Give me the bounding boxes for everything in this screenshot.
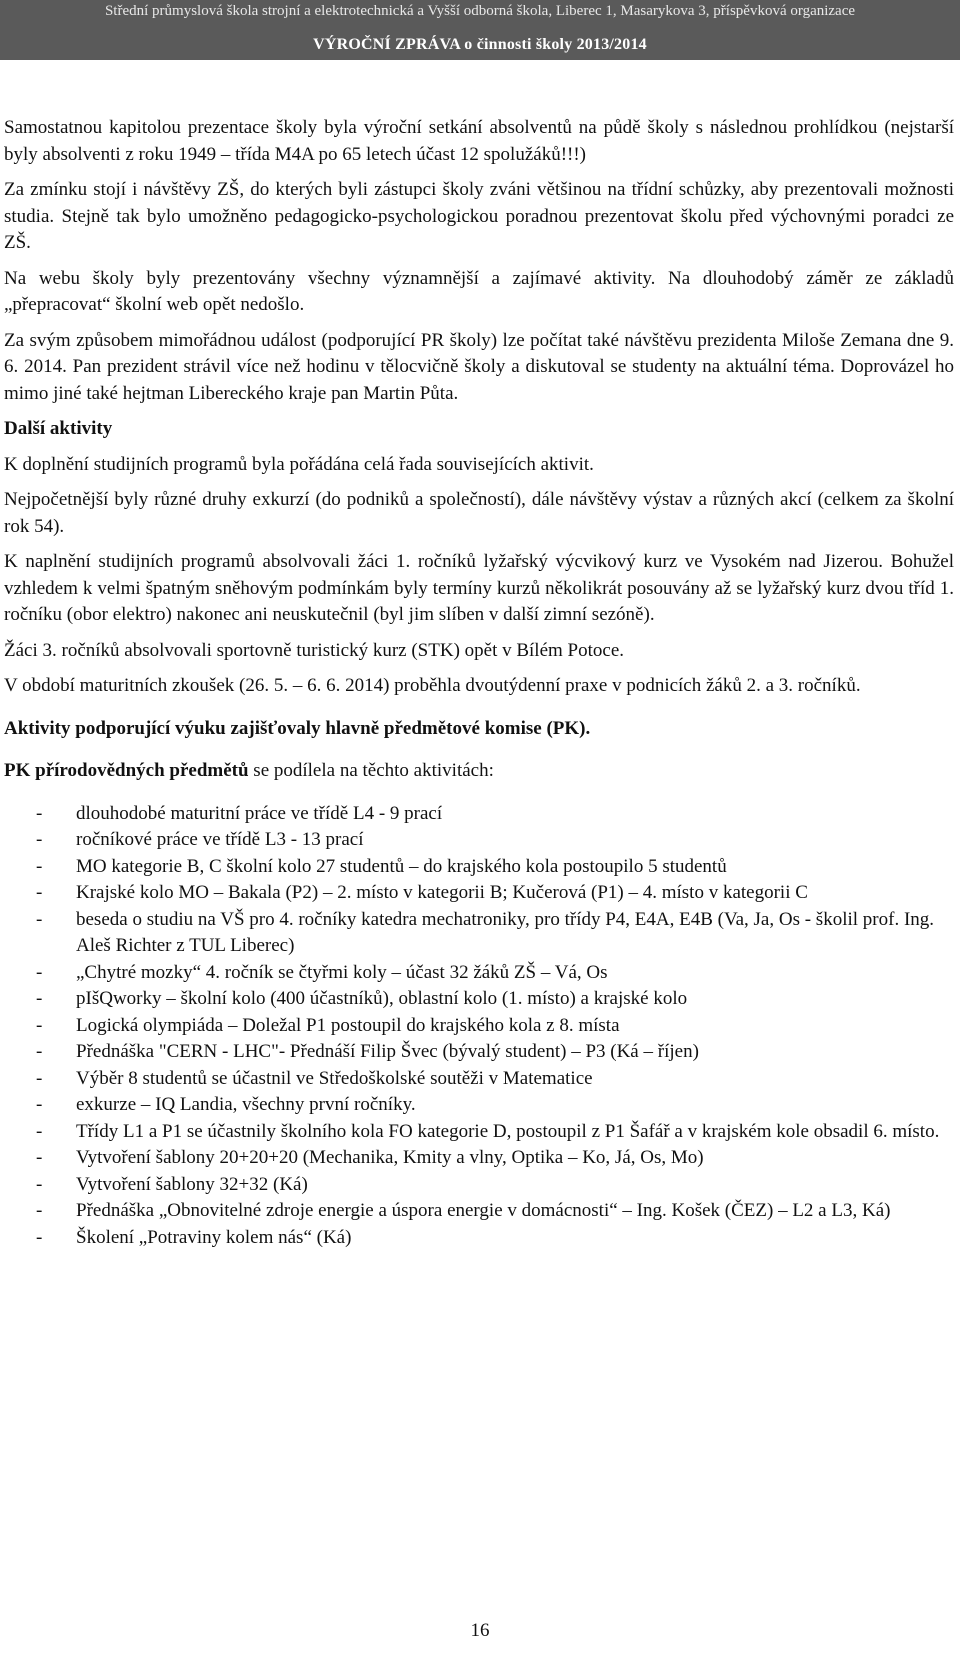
list-dash: -	[36, 961, 43, 983]
list-item-text: pIšQworky – školní kolo (400 účastníků), oblastní kolo (1. místo) a krajské kolo	[76, 988, 688, 1009]
list-item	[4, 1145, 954, 1172]
list-item-text: ročníkové práce ve třídě L3 - 13 prací	[76, 829, 364, 850]
list-item	[4, 986, 954, 1013]
heading-pk-activities: Aktivity podporující výuku zajišťovaly hlavně předmětové komise (PK).	[4, 717, 591, 739]
list-dash: -	[36, 1147, 43, 1168]
pk-name: PK přírodovědných předmětů	[4, 760, 249, 781]
report-title: VÝROČNÍ ZPRÁVA o činnosti školy 2013/2014	[313, 36, 647, 53]
school-name: Střední průmyslová škola strojní a elektrotechnická a Vyšší odborná škola, Liberec 1, Masarykova 3, příspěvková organizace	[104, 3, 856, 19]
list-dash: -	[36, 1226, 43, 1248]
pk-intro-text: se podílela na těchto aktivitách:	[248, 760, 494, 781]
list-item	[4, 1172, 954, 1199]
list-item	[4, 1013, 954, 1040]
list-item-text: Přednáška "CERN - LHC"- Přednáší Filip Švec (bývalý student) – P3 (Ká – říjen)	[76, 1041, 699, 1062]
list-item-text: Vytvoření šablony 20+20+20 (Mechanika, Kmity a vlny, Optika – Ko, Já, Os, Mo)	[76, 1147, 704, 1168]
paragraph-practice: V období maturitních zkoušek (26. 5. – 6. 6. 2014) proběhla dvoutýdenní praxe v podnicích žáků 2. a 3. ročníků.	[4, 675, 861, 696]
list-dash: -	[36, 1120, 43, 1142]
page-number: 16	[470, 1620, 490, 1641]
list-item-text: Krajské kolo MO – Bakala (P2) – 2. místo v kategorii B; Kučerová (P1) – 4. místo v kategorii C	[76, 882, 808, 903]
list-item	[4, 1039, 954, 1066]
list-item	[4, 907, 954, 960]
list-item-text: „Chytré mozky“ 4. ročník se čtyřmi koly – účast 32 žáků ZŠ – Vá, Os	[76, 961, 608, 983]
list-item	[4, 960, 954, 987]
paragraph-web: Na webu školy byly prezentovány všechny významnější a zajímavé aktivity. Na dlouhodobý záměr ze základů „přepracovat“ školní web opět nedošlo.	[4, 267, 954, 315]
page-header	[0, 0, 960, 60]
list-item	[4, 827, 954, 854]
list-dash: -	[36, 802, 43, 824]
list-item	[4, 1225, 954, 1252]
paragraph-stk: Žáci 3. ročníků absolvovali sportovně turistický kurz (STK) opět v Bílém Potoce.	[4, 639, 625, 661]
list-item-text: Přednáška „Obnovitelné zdroje energie a úspora energie v domácnosti“ – Ing. Košek (ČEZ) – L2 a L3, Ká)	[76, 1200, 891, 1221]
paragraph-president: Za svým způsobem mimořádnou událost (podporující PR školy) lze počítat také návštěvu prezidenta Miloše Zemana dne 9. 6. 2014. Pan prezident strávil více než hodinu v tělocvičně školy a diskutoval se studenty na aktuální téma. Doprovázel ho mimo jiné také hejtman Libereckého kraje pan Martin Půta.	[4, 329, 954, 404]
heading-other-activities: Další aktivity	[4, 418, 113, 439]
list-dash: -	[36, 1094, 43, 1115]
list-item-text: Vytvoření šablony 32+32 (Ká)	[76, 1173, 308, 1195]
list-item	[4, 1066, 954, 1093]
list-item-text: beseda o studiu na VŠ pro 4. ročníky katedra mechatroniky, pro třídy P4, E4A, E4B (Va, Ja, Os - školil prof. Ing. Aleš Richter z TUL Liberec)	[76, 908, 935, 956]
list-item	[4, 1092, 954, 1119]
list-item	[4, 1119, 954, 1146]
list-item	[4, 880, 954, 907]
list-item	[4, 854, 954, 881]
list-dash: -	[36, 1200, 43, 1221]
paragraph-ski-course: K naplnění studijních programů absolvovali žáci 1. ročníků lyžařský výcvikový kurz ve Vysokém nad Jizerou. Bohužel vzhledem k velmi špatným sněhovým podmínkám byly termíny kurzů několikrát posouvány až se lyžařský kurz dvou tříd 1. ročníku (obor elektro) nakonec ani neuskutečnil (byl jim slíben v další zimní sezóně).	[4, 551, 954, 625]
list-dash: -	[36, 1173, 43, 1195]
list-dash: -	[36, 908, 43, 930]
paragraph-pk-intro	[4, 758, 954, 785]
paragraph-study-programs: K doplnění studijních programů byla pořádána celá řada souvisejících aktivit.	[4, 453, 594, 475]
document-body	[4, 115, 954, 1251]
list-dash: -	[36, 1014, 43, 1036]
paragraph-excursions: Nejpočetnější byly různé druhy exkurzí (do podniků a společností), dále návštěvy výstav a různých akcí (celkem za školní rok 54).	[4, 489, 954, 537]
list-dash: -	[36, 882, 43, 903]
list-item-text: Logická olympiáda – Doležal P1 postoupil do krajského kola z 8. místa	[76, 1014, 620, 1036]
list-item-text: Školení „Potraviny kolem nás“ (Ká)	[76, 1226, 352, 1248]
list-item	[4, 1198, 954, 1225]
list-item	[4, 801, 954, 828]
activity-list	[4, 801, 954, 1252]
list-dash: -	[36, 855, 43, 877]
list-dash: -	[36, 1067, 43, 1089]
list-item-text: MO kategorie B, C školní kolo 27 studentů – do krajského kola postoupilo 5 studentů	[76, 855, 727, 877]
list-dash: -	[36, 988, 43, 1009]
list-item-text: Výběr 8 studentů se účastnil ve Středoškolské soutěži v Matematice	[76, 1067, 593, 1089]
list-item-text: exkurze – IQ Landia, všechny první ročníky.	[76, 1094, 416, 1115]
list-dash: -	[36, 829, 43, 850]
list-item-text: dlouhodobé maturitní práce ve třídě L4 - 9 prací	[76, 802, 443, 824]
paragraph-alumni: Samostatnou kapitolou prezentace školy byla výroční setkání absolventů na půdě školy s následnou prohlídkou (nejstarší byly absolventi z roku 1949 – třída M4A po 65 letech účast 12 spolužáků!!!)	[4, 117, 954, 165]
list-dash: -	[36, 1041, 43, 1062]
list-item-text: Třídy L1 a P1 se účastnily školního kola FO kategorie D, postoupil z P1 Šafář a v krajském kole obsadil 6. místo.	[76, 1120, 940, 1142]
paragraph-zs-visits: Za zmínku stojí i návštěvy ZŠ, do kterých byli zástupci školy zváni většinou na třídní schůzky, aby prezentovali možnosti studia. Stejně tak bylo umožněno pedagogicko-psychologickou poradnou prezentovat školu před výchovnými poradci ze ZŠ.	[4, 179, 954, 253]
